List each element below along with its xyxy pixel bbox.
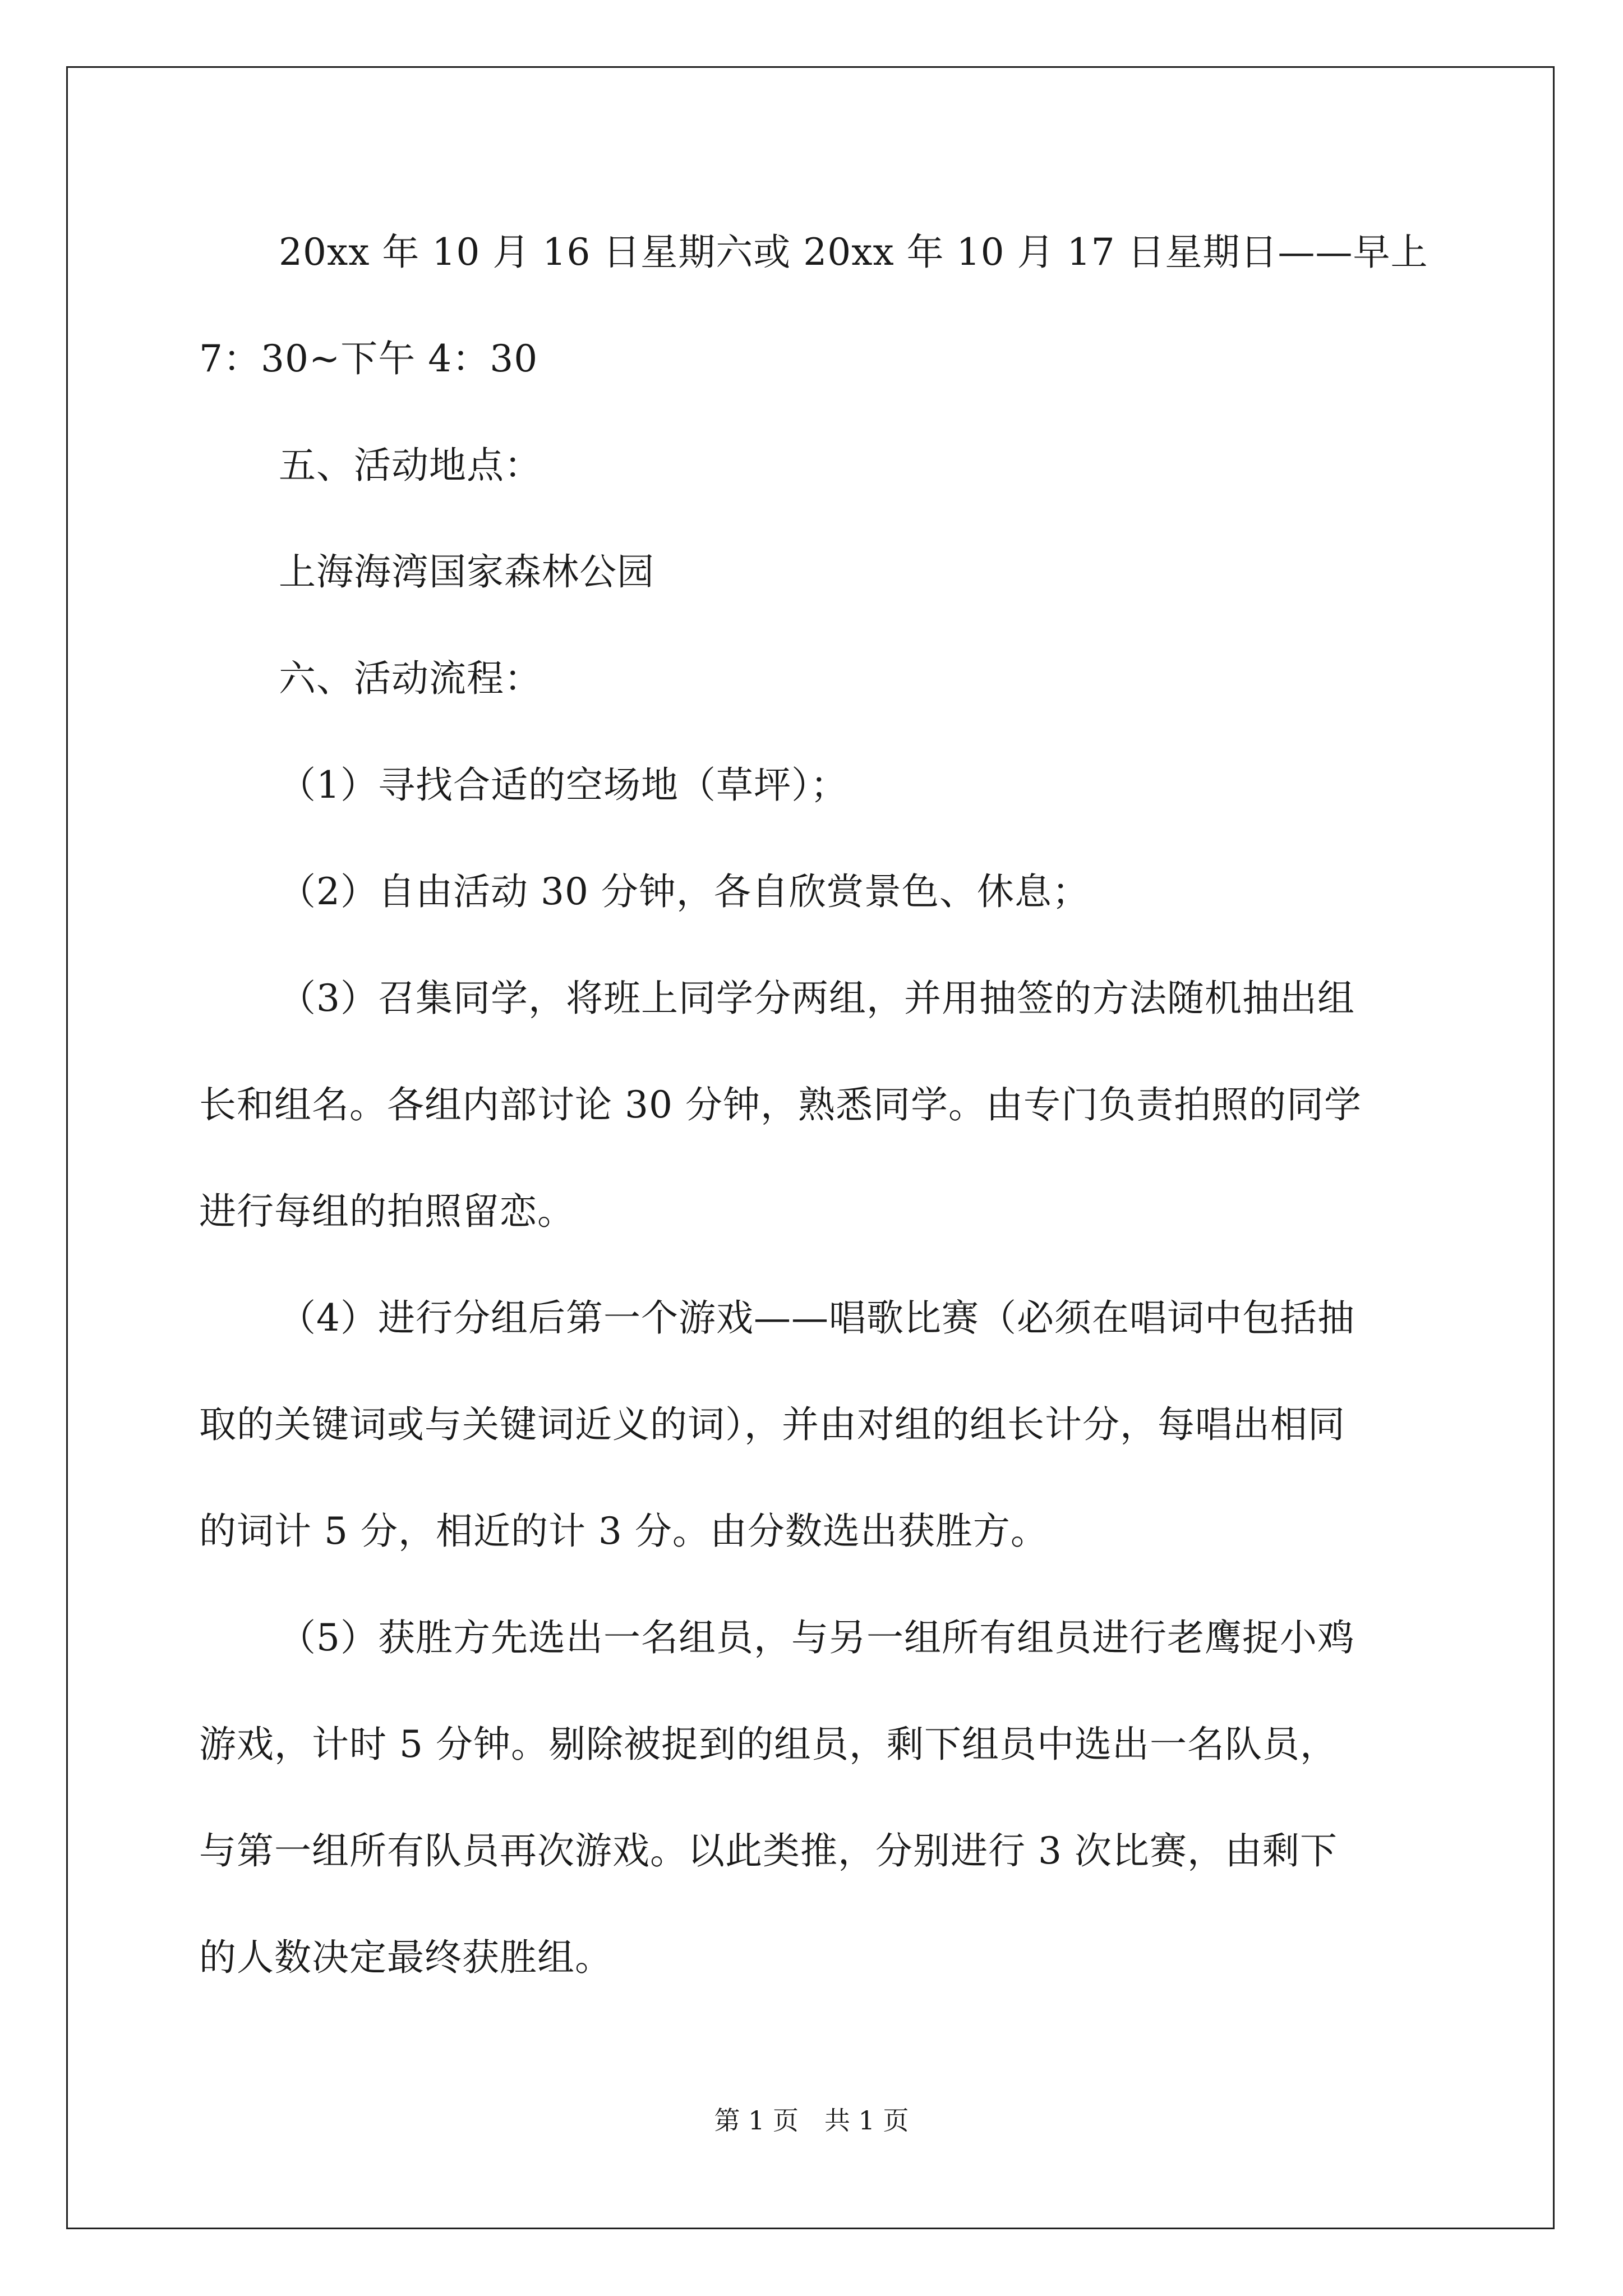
page-border: [66, 66, 1555, 2229]
page-number-footer: 第 1 页 共 1 页: [714, 2105, 909, 2136]
text-line: 取的关键词或与关键词近义的词），并由对组的组长计分，每唱出相同: [199, 1403, 1345, 1446]
text-line: 的人数决定最终获胜组。: [199, 1936, 612, 1979]
text-line: 20xx 年 10 月 16 日星期六或 20xx 年 10 月 17 日星期日——早上: [279, 231, 1428, 274]
text-line: 与第一组所有队员再次游戏。以此类推，分别进行 3 次比赛，由剩下: [199, 1829, 1338, 1872]
text-line: 的词计 5 分，相近的计 3 分。由分数选出获胜方。: [199, 1510, 1048, 1553]
text-line: （1）寻找合适的空场地（草坪）；: [279, 763, 848, 807]
text-line: （4）进行分组后第一个游戏——唱歌比赛（必须在唱词中包括抽: [279, 1296, 1355, 1340]
text-line: 进行每组的拍照留恋。: [199, 1190, 575, 1233]
text-line: （2）自由活动 30 分钟，各自欣赏景色、休息；: [279, 870, 1090, 913]
text-line: （3）召集同学，将班上同学分两组，并用抽签的方法随机抽出组: [279, 977, 1355, 1020]
text-line: （5）获胜方先选出一名组员，与另一组所有组员进行老鹰捉小鸡: [279, 1616, 1355, 1659]
text-line: 长和组名。各组内部讨论 30 分钟，熟悉同学。由专门负责拍照的同学: [199, 1083, 1362, 1126]
section-heading: 五、活动地点：: [279, 444, 542, 487]
text-line: 游戏，计时 5 分钟。剔除被捉到的组员，剩下组员中选出一名队员，: [199, 1723, 1338, 1766]
text-line: 7：30~下午 4：30: [199, 337, 538, 380]
section-heading: 六、活动流程：: [279, 657, 542, 700]
text-line: 上海海湾国家森林公园: [279, 550, 654, 593]
